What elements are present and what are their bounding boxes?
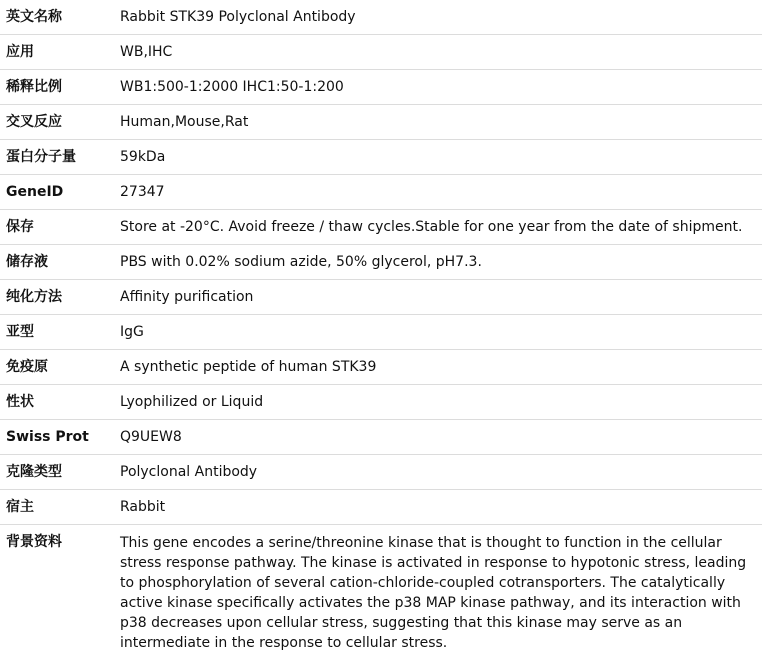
spec-row-gene-id (0, 175, 762, 210)
spec-label: 储存液 (0, 245, 120, 280)
spec-row-form (0, 385, 762, 420)
spec-label: 免疫原 (0, 350, 120, 385)
spec-value: This gene encodes a serine/threonine kinase that is thought to function in the cellular stress response pathway. The kinase is activated in response to hypotonic stress, leading to phosphorylation of several cation-chloride-coupled cotransporters. The catalytically active kinase specifically activates the p38 MAP kinase pathway, and its interaction with p38 decreases upon cellular stress, suggesting that this kinase may serve as an intermediate in the response to cellular stress. (120, 535, 747, 651)
spec-value: PBS with 0.02% sodium azide, 50% glycerol, pH7.3. (120, 245, 762, 280)
spec-value: Human,Mouse,Rat (120, 105, 762, 140)
spec-row-background (0, 525, 762, 656)
spec-label: Swiss Prot (0, 420, 120, 455)
spec-row-immunogen (0, 350, 762, 385)
spec-label: 宿主 (0, 490, 120, 525)
spec-value: A synthetic peptide of human STK39 (120, 350, 762, 385)
spec-row-reactivity (0, 105, 762, 140)
spec-value: Affinity purification (120, 280, 762, 315)
spec-row-dilution (0, 70, 762, 105)
spec-row-host (0, 490, 762, 525)
spec-label: 背景资料 (6, 534, 62, 550)
spec-value: Rabbit STK39 Polyclonal Antibody (120, 0, 762, 35)
spec-label: 应用 (0, 35, 120, 70)
spec-label: 交叉反应 (0, 105, 120, 140)
spec-label: GeneID (0, 175, 120, 210)
spec-row-storage (0, 210, 762, 245)
spec-label: 性状 (0, 385, 120, 420)
spec-label: 稀释比例 (0, 70, 120, 105)
spec-value: 27347 (120, 175, 762, 210)
spec-row-swiss-prot (0, 420, 762, 455)
spec-value: Lyophilized or Liquid (120, 385, 762, 420)
spec-value: WB,IHC (120, 35, 762, 70)
spec-row-english-name (0, 0, 762, 35)
spec-label: 英文名称 (0, 0, 120, 35)
spec-value: IgG (120, 315, 762, 350)
spec-row-storage-buffer (0, 245, 762, 280)
spec-value: Polyclonal Antibody (120, 455, 762, 490)
spec-label: 纯化方法 (0, 280, 120, 315)
spec-value: Store at -20°C. Avoid freeze / thaw cycles.Stable for one year from the date of shipment. (120, 210, 762, 245)
spec-row-purification (0, 280, 762, 315)
spec-row-isotype (0, 315, 762, 350)
spec-value: 59kDa (120, 140, 762, 175)
spec-value: Q9UEW8 (120, 420, 762, 455)
spec-label: 亚型 (0, 315, 120, 350)
spec-value: WB1:500-1:2000 IHC1:50-1:200 (120, 70, 762, 105)
spec-row-application (0, 35, 762, 70)
spec-row-molecular-weight (0, 140, 762, 175)
spec-row-clonality (0, 455, 762, 490)
spec-label: 克隆类型 (0, 455, 120, 490)
spec-label: 保存 (0, 210, 120, 245)
spec-label: 蛋白分子量 (0, 140, 120, 175)
spec-value: Rabbit (120, 490, 762, 525)
